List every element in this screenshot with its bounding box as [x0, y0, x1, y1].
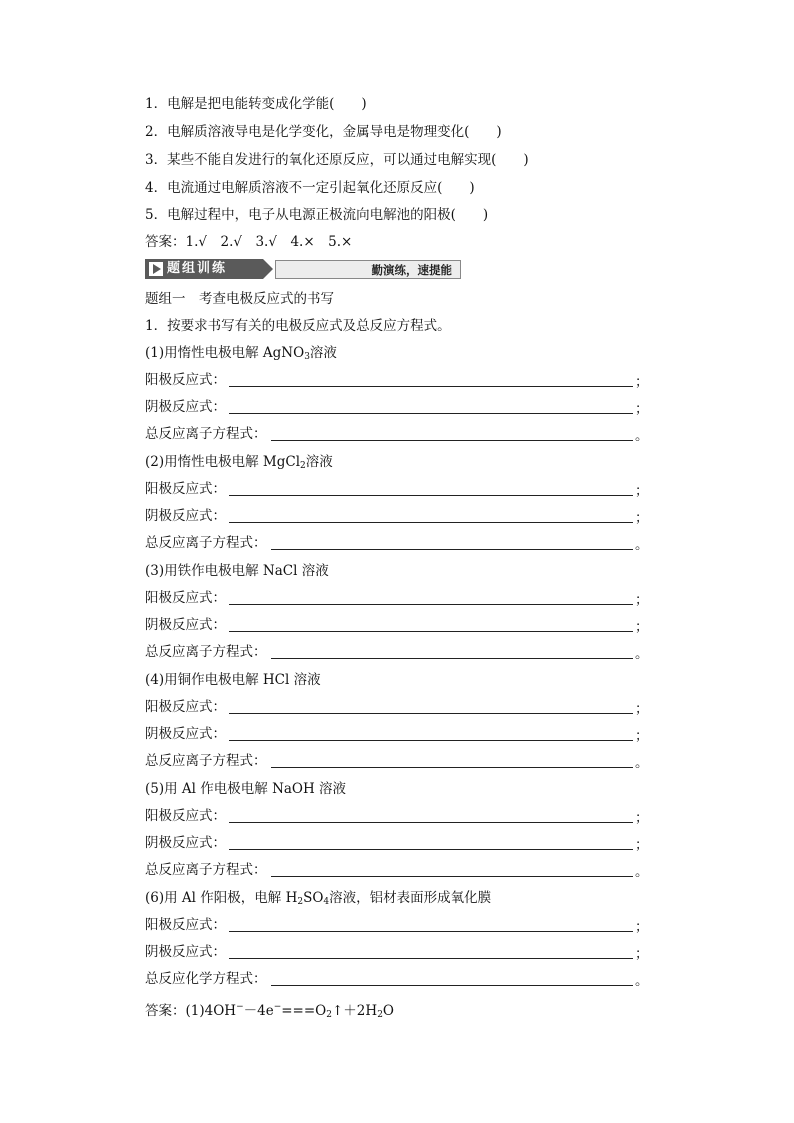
part-6-title: (6)用 Al 作阳极，电解 $H_2SO_4$溶液，铝材表面形成氧化膜 [145, 890, 492, 907]
answer-blank[interactable] [229, 931, 633, 932]
answer-blank[interactable] [271, 549, 633, 550]
period: 。 [635, 537, 649, 553]
total-ion-label: 总反应离子方程式： [145, 753, 267, 769]
part-5-title: (5)用 Al 作电极电解 NaOH 溶液 [145, 781, 347, 797]
question-2: 2．电解质溶液导电是化学变化，金属导电是物理变化( ) [145, 124, 502, 140]
section-banner [145, 259, 461, 279]
total-ion-label: 总反应离子方程式： [145, 862, 267, 878]
semicolon: ； [635, 919, 649, 935]
period: 。 [635, 428, 649, 444]
part-2-title: (2)用惰性电极电解 MgCl$_2$溶液 [145, 454, 333, 471]
answer-blank[interactable] [229, 822, 633, 823]
cathode-label: 阴极反应式： [145, 944, 226, 960]
answer-blank[interactable] [229, 386, 633, 387]
answer-blank[interactable] [271, 658, 633, 659]
answer-blank[interactable] [271, 440, 633, 441]
answer-blank[interactable] [229, 713, 633, 714]
question-1: 1．电解是把电能转变成化学能( ) [145, 96, 367, 112]
cathode-label: 阴极反应式： [145, 617, 226, 633]
answer-blank[interactable] [229, 740, 633, 741]
play-icon [149, 262, 163, 276]
group-title: 题组一 考查电极反应式的书写 [145, 291, 334, 307]
semicolon: ； [635, 483, 649, 499]
anode-label: 阳极反应式： [145, 590, 226, 606]
answer-blank[interactable] [229, 495, 633, 496]
banner-slogan: 勤演练，速提能 [371, 263, 452, 277]
period: 。 [635, 646, 649, 662]
total-ion-label: 总反应离子方程式： [145, 426, 267, 442]
question-3: 3．某些不能自发进行的氧化还原反应，可以通过电解实现( ) [145, 152, 529, 168]
answer-blank[interactable] [229, 631, 633, 632]
question-5: 5．电解过程中，电子从电源正极流向电解池的阳极( ) [145, 207, 489, 223]
period: 。 [635, 864, 649, 880]
semicolon: ； [635, 810, 649, 826]
anode-label: 阳极反应式： [145, 917, 226, 933]
anode-label: 阳极反应式： [145, 372, 226, 388]
answer-blank[interactable] [271, 985, 633, 986]
question-4: 4．电流通过电解质溶液不一定引起氧化还原反应( ) [145, 180, 475, 196]
semicolon: ； [635, 401, 649, 417]
total-chem-label: 总反应化学方程式： [145, 971, 267, 987]
answer-blank[interactable] [229, 958, 633, 959]
total-ion-label: 总反应离子方程式： [145, 535, 267, 551]
cathode-label: 阴极反应式： [145, 399, 226, 415]
total-ion-label: 总反应离子方程式： [145, 644, 267, 660]
semicolon: ； [635, 728, 649, 744]
cathode-label: 阴极反应式： [145, 726, 226, 742]
part-4-title: (4)用铜作电极电解 HCl 溶液 [145, 672, 321, 688]
anode-label: 阳极反应式： [145, 481, 226, 497]
answer-blank[interactable] [271, 767, 633, 768]
part-3-title: (3)用铁作电极电解 NaCl 溶液 [145, 563, 329, 579]
chevron-icon [263, 259, 273, 279]
anode-label: 阳极反应式： [145, 808, 226, 824]
answer-blank[interactable] [229, 604, 633, 605]
answer-blank[interactable] [271, 876, 633, 877]
banner-title-block [145, 259, 263, 279]
answer-blank[interactable] [229, 522, 633, 523]
answer-final: 答案：$(1)4OH^--4e^-===O_2↑+2H_2O$ [145, 1002, 394, 1020]
answer-blank[interactable] [229, 849, 633, 850]
period: 。 [635, 755, 649, 771]
semicolon: ； [635, 592, 649, 608]
cathode-label: 阴极反应式： [145, 508, 226, 524]
semicolon: ； [635, 837, 649, 853]
cathode-label: 阴极反应式： [145, 835, 226, 851]
answer-blank[interactable] [229, 413, 633, 414]
semicolon: ； [635, 510, 649, 526]
semicolon: ； [635, 619, 649, 635]
task-text: 1．按要求书写有关的电极反应式及总反应方程式。 [145, 318, 451, 334]
semicolon: ； [635, 374, 649, 390]
banner-title: 题组训练 [167, 261, 228, 276]
anode-label: 阳极反应式： [145, 699, 226, 715]
part-1-title: (1)用惰性电极电解 AgNO$_3$溶液 [145, 345, 337, 362]
semicolon: ； [635, 946, 649, 962]
banner-bar [275, 260, 461, 279]
answers-intro: 答案：1.√ 2.√ 3.√ 4.× 5.× [145, 234, 353, 250]
period: 。 [635, 973, 649, 989]
semicolon: ； [635, 701, 649, 717]
